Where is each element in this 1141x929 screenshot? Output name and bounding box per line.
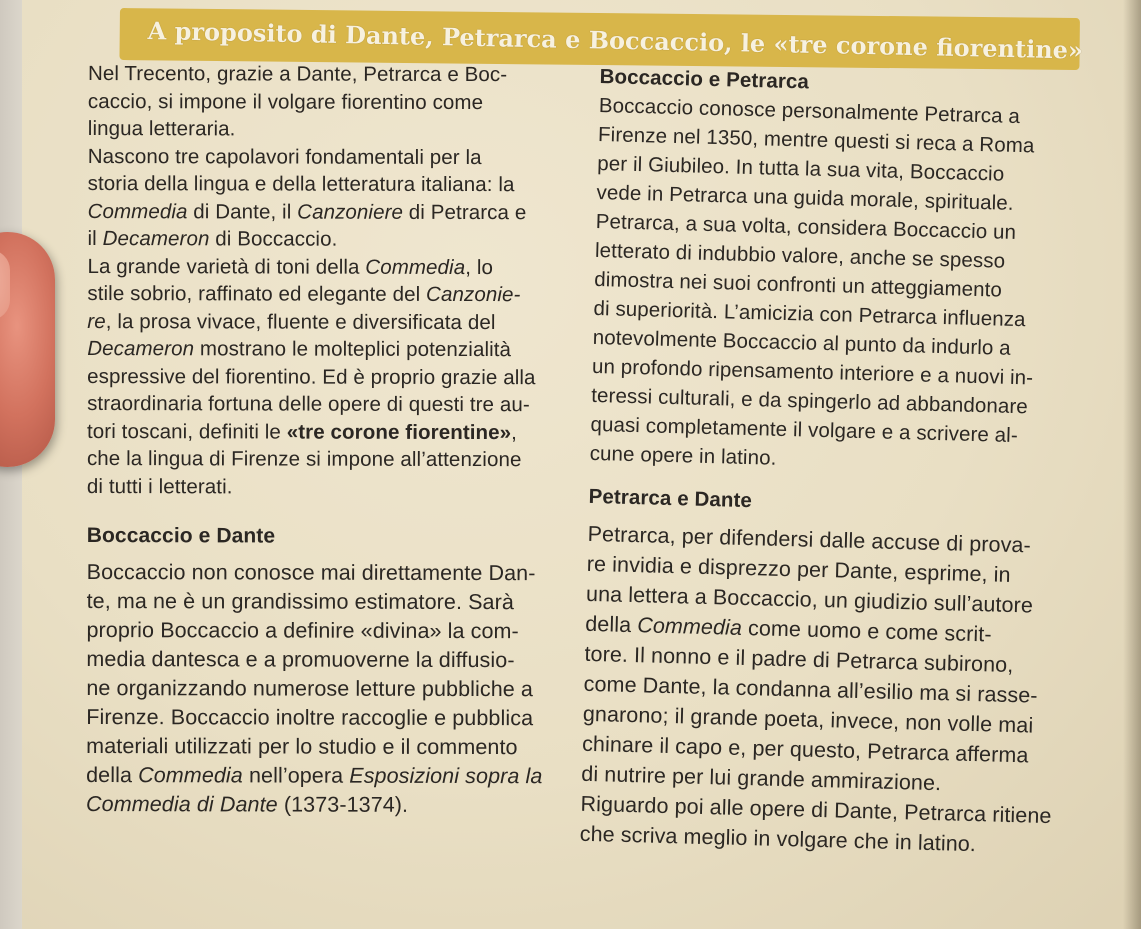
text-line bbox=[87, 417, 597, 446]
text-fragment: (1373-1374). bbox=[277, 791, 409, 817]
text-line bbox=[87, 335, 597, 364]
text-fragment: La grande varietà di toni della bbox=[87, 254, 366, 279]
text-fragment: di Petrarca e bbox=[402, 200, 527, 224]
text-line: letterato di indubbio valore, anche se spesso bbox=[594, 238, 1006, 273]
text-line: Riguardo poi alle opere di Dante, Petrarca ritiene bbox=[580, 791, 1052, 829]
page-title: A proposito di Dante, Petrarca e Boccaccio, le «tre corone fiorentine» bbox=[147, 16, 1084, 65]
text-fragment: come uomo e come scrit- bbox=[741, 615, 992, 647]
work-title: Commedia bbox=[87, 199, 188, 223]
work-title: Esposizioni sopra la bbox=[349, 763, 543, 788]
text-line: ne organizzando numerose letture pubbliche a bbox=[86, 675, 534, 701]
text-line: di tutti i letterati. bbox=[86, 474, 233, 498]
text-line: che scriva meglio in volgare che in latino. bbox=[579, 821, 977, 857]
work-title: Decameron bbox=[102, 227, 210, 251]
text-line: Petrarca, a sua volta, considera Boccaccio un bbox=[595, 209, 1017, 244]
text-line bbox=[87, 225, 597, 254]
text-fragment: tori toscani, definiti le bbox=[86, 419, 287, 444]
text-line: caccio, si impone il volgare fiorentino come bbox=[87, 89, 484, 114]
text-line: dimostra nei suoi confronti un atteggiamento bbox=[594, 267, 1003, 302]
section-heading: Boccaccio e Dante bbox=[86, 523, 276, 548]
text-fragment: della bbox=[86, 762, 139, 787]
work-title: Commedia di Dante bbox=[86, 791, 278, 816]
text-line: straordinaria fortuna delle opere di questi tre au- bbox=[87, 391, 530, 417]
text-fragment: della bbox=[584, 611, 638, 638]
text-fragment: , la prosa vivace, fluente e diversificata del bbox=[105, 309, 496, 334]
text-fragment: , bbox=[511, 420, 518, 444]
text-line: quasi completamente il volgare e a scrivere al- bbox=[590, 412, 1019, 448]
work-title: Commedia bbox=[138, 762, 243, 787]
text-line: Nel Trecento, grazie a Dante, Petrarca e Boc- bbox=[87, 61, 508, 87]
text-line: tore. Il nonno e il padre di Petrarca subirono, bbox=[584, 641, 1014, 678]
text-fragment: di Boccaccio. bbox=[209, 227, 338, 251]
text-line: un profondo ripensamento interiore e a nuovi in- bbox=[591, 354, 1034, 390]
text-line bbox=[87, 252, 597, 281]
work-title: Canzonie- bbox=[426, 282, 521, 307]
work-title: Commedia bbox=[636, 613, 743, 640]
text-line: per il Giubileo. In tutta la sua vita, Boccaccio bbox=[597, 151, 1005, 186]
text-line: Firenze nel 1350, mentre questi si reca a Roma bbox=[597, 122, 1035, 158]
work-title: Canzoniere bbox=[297, 200, 404, 224]
text-line: espressive del fiorentino. Ed è proprio grazie alla bbox=[87, 364, 536, 389]
text-fragment: stile sobrio, raffinato ed elegante del bbox=[87, 281, 427, 306]
section-heading: Boccaccio e Petrarca bbox=[599, 64, 810, 94]
work-title: Decameron bbox=[87, 336, 195, 361]
text-fragment: mostrano le molteplici potenzialità bbox=[194, 337, 512, 362]
text-line: lingua letteraria. bbox=[87, 116, 236, 141]
highlight-term: «tre corone fiorentine» bbox=[286, 420, 512, 444]
text-fragment: di Dante, il bbox=[187, 199, 298, 224]
text-line bbox=[86, 760, 596, 790]
text-line: Nascono tre capolavori fondamentali per la bbox=[87, 144, 482, 169]
text-line: come Dante, la condanna all’esilio ma si rasse- bbox=[583, 671, 1038, 708]
text-line: re invidia e disprezzo per Dante, esprime, in bbox=[586, 551, 1011, 587]
right-column bbox=[579, 62, 1139, 863]
thumbnail-nail bbox=[0, 250, 10, 320]
text-fragment: il bbox=[87, 226, 103, 251]
text-line: di superiorità. L’amicizia con Petrarca influenza bbox=[593, 296, 1026, 332]
text-line: Firenze. Boccaccio inoltre raccoglie e pubblica bbox=[86, 704, 534, 730]
text-line: te, ma ne è un grandissimo estimatore. Sarà bbox=[86, 588, 514, 614]
thumb bbox=[0, 232, 55, 467]
text-line bbox=[88, 197, 598, 226]
text-line: cune opere in latino. bbox=[589, 441, 777, 470]
work-title: re bbox=[87, 309, 106, 333]
text-line: una lettera a Boccaccio, un giudizio sull’autore bbox=[585, 581, 1034, 618]
text-line: vede in Petrarca una guida morale, spirituale. bbox=[596, 180, 1014, 215]
text-line: Boccaccio conosce personalmente Petrarca a bbox=[598, 93, 1021, 129]
text-line bbox=[87, 307, 597, 336]
text-line bbox=[86, 789, 596, 819]
work-title: Commedia bbox=[365, 255, 466, 279]
text-fragment: nell’opera bbox=[242, 762, 350, 788]
text-line: materiali utilizzati per lo studio e il commento bbox=[86, 733, 518, 759]
text-line: teressi culturali, e da spingerlo ad abbandonare bbox=[590, 383, 1029, 419]
text-line: di nutrire per lui grande ammirazione. bbox=[581, 761, 942, 796]
text-line: chinare il capo e, per questo, Petrarca afferma bbox=[581, 731, 1029, 768]
text-line: Petrarca, per difendersi dalle accuse di prova- bbox=[587, 521, 1032, 558]
text-line: media dantesca e a promuoverne la diffusio- bbox=[86, 646, 515, 672]
text-line: proprio Boccaccio a definire «divina» la com- bbox=[86, 617, 519, 643]
text-line: che la lingua di Firenze si impone all’attenzione bbox=[86, 446, 522, 472]
text-line: storia della lingua e della letteratura italiana: la bbox=[87, 171, 515, 197]
left-column bbox=[86, 60, 598, 820]
text-line: notevolmente Boccaccio al punto da indurlo a bbox=[592, 325, 1012, 360]
text-line: gnarono; il grande poeta, invece, non volle mai bbox=[582, 701, 1034, 738]
text-line bbox=[87, 280, 597, 309]
section-heading: Petrarca e Dante bbox=[588, 484, 753, 513]
text-fragment: , lo bbox=[465, 255, 494, 279]
text-line: Boccaccio non conosce mai direttamente Dan- bbox=[86, 559, 536, 585]
